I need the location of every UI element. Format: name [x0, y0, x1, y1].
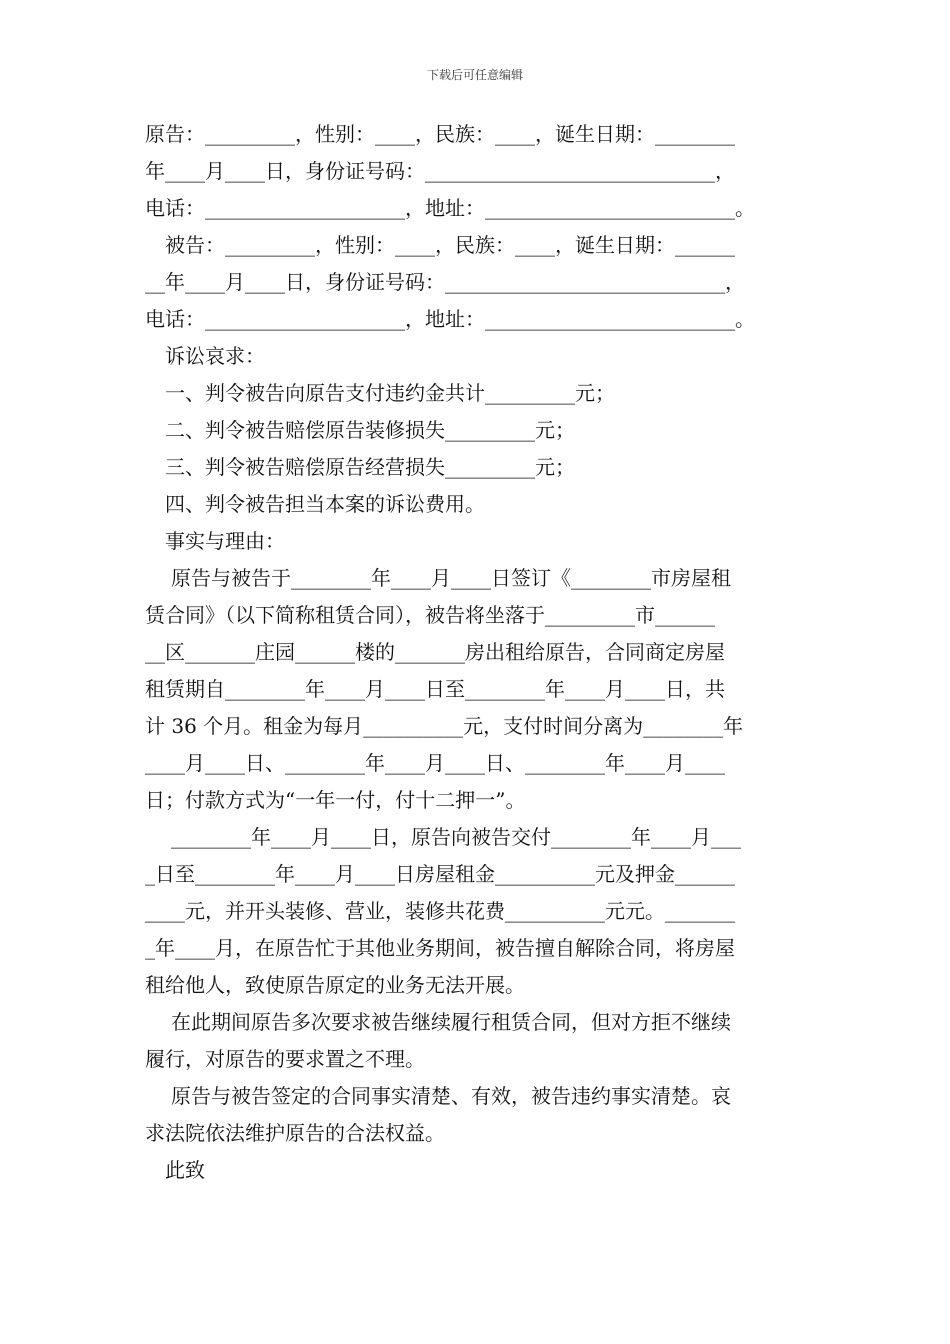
facts-heading: 事实与理由： — [165, 529, 285, 553]
facts-paragraph-2-line: 租给他人，致使原告原定的业务无法开展。 — [145, 973, 525, 997]
defendant-info-line-2: __年____月____日，身份证号码：____________________________， — [145, 270, 745, 294]
facts-paragraph-2-line: ____元，并开头装修、营业，装修共花费__________元元。_______ — [145, 899, 735, 923]
complaint-body — [145, 116, 810, 1189]
defendant-info-line-1: 被告：_________，性别：____，民族：____，诞生日期：______ — [165, 233, 735, 257]
plaintiff-info-line-2: 年____月____日，身份证号码：_____________________________， — [145, 159, 735, 183]
facts-paragraph-1-line: 计 36 个月。租金为每月__________元，支付时间分离为________年 — [145, 714, 744, 738]
facts-paragraph-2-line: _日至________年____月____日房屋租金__________元及押金______ — [145, 862, 735, 886]
claim-item-3: 三、判令被告赔偿原告经营损失_________元； — [165, 455, 575, 479]
facts-paragraph-4-line: 原告与被告签定的合同事实清楚、有效，被告违约事实清楚。哀 — [171, 1084, 731, 1108]
facts-paragraph-1-line: 日；付款方式为“一年一付，付十二押一”。 — [145, 788, 526, 812]
page-header-note: 下载后可任意编辑 — [426, 68, 523, 82]
facts-paragraph-1-line: __区_______庄园______楼的_______房出租给原告，合同商定房屋 — [145, 640, 725, 664]
plaintiff-info-line-3: 电话：____________________，地址：_________________________。 — [145, 196, 755, 220]
claim-item-1: 一、判令被告向原告支付违约金共计_________元； — [165, 381, 615, 405]
claim-item-2: 二、判令被告赔偿原告装修损失_________元； — [165, 418, 575, 442]
facts-paragraph-2-line: ________年____月____日，原告向被告交付________年____月___ — [171, 825, 741, 849]
claim-item-4: 四、判令被告担当本案的诉讼费用。 — [165, 492, 485, 516]
facts-paragraph-1-line: 租赁期自________年____月____日至________年____月____日，共 — [145, 677, 725, 701]
closing-salutation: 此致 — [165, 1158, 205, 1182]
plaintiff-info-line-1: 原告：_________，性别：____，民族：____，诞生日期：________ — [145, 122, 735, 146]
facts-paragraph-1-line: 赁合同》（以下简称租赁合同），被告将坐落于_________市______ — [145, 603, 715, 627]
facts-paragraph-4-line: 求法院依法维护原告的合法权益。 — [145, 1121, 445, 1145]
facts-paragraph-1-line: ____月____日、________年____月____日、________年____月____ — [145, 751, 725, 775]
facts-paragraph-3-line: 在此期间原告多次要求被告继续履行租赁合同，但对方拒不继续 — [171, 1010, 731, 1034]
facts-paragraph-3-line: 履行，对原告的要求置之不理。 — [145, 1047, 425, 1071]
claims-heading: 诉讼哀求： — [165, 344, 265, 368]
facts-paragraph-1-line: 原告与被告于________年____月____日签订《________市房屋租 — [171, 566, 731, 590]
defendant-info-line-3: 电话：____________________，地址：_________________________。 — [145, 307, 755, 331]
facts-paragraph-2-line: _年____月，在原告忙于其他业务期间，被告擅自解除合同，将房屋 — [145, 936, 735, 960]
